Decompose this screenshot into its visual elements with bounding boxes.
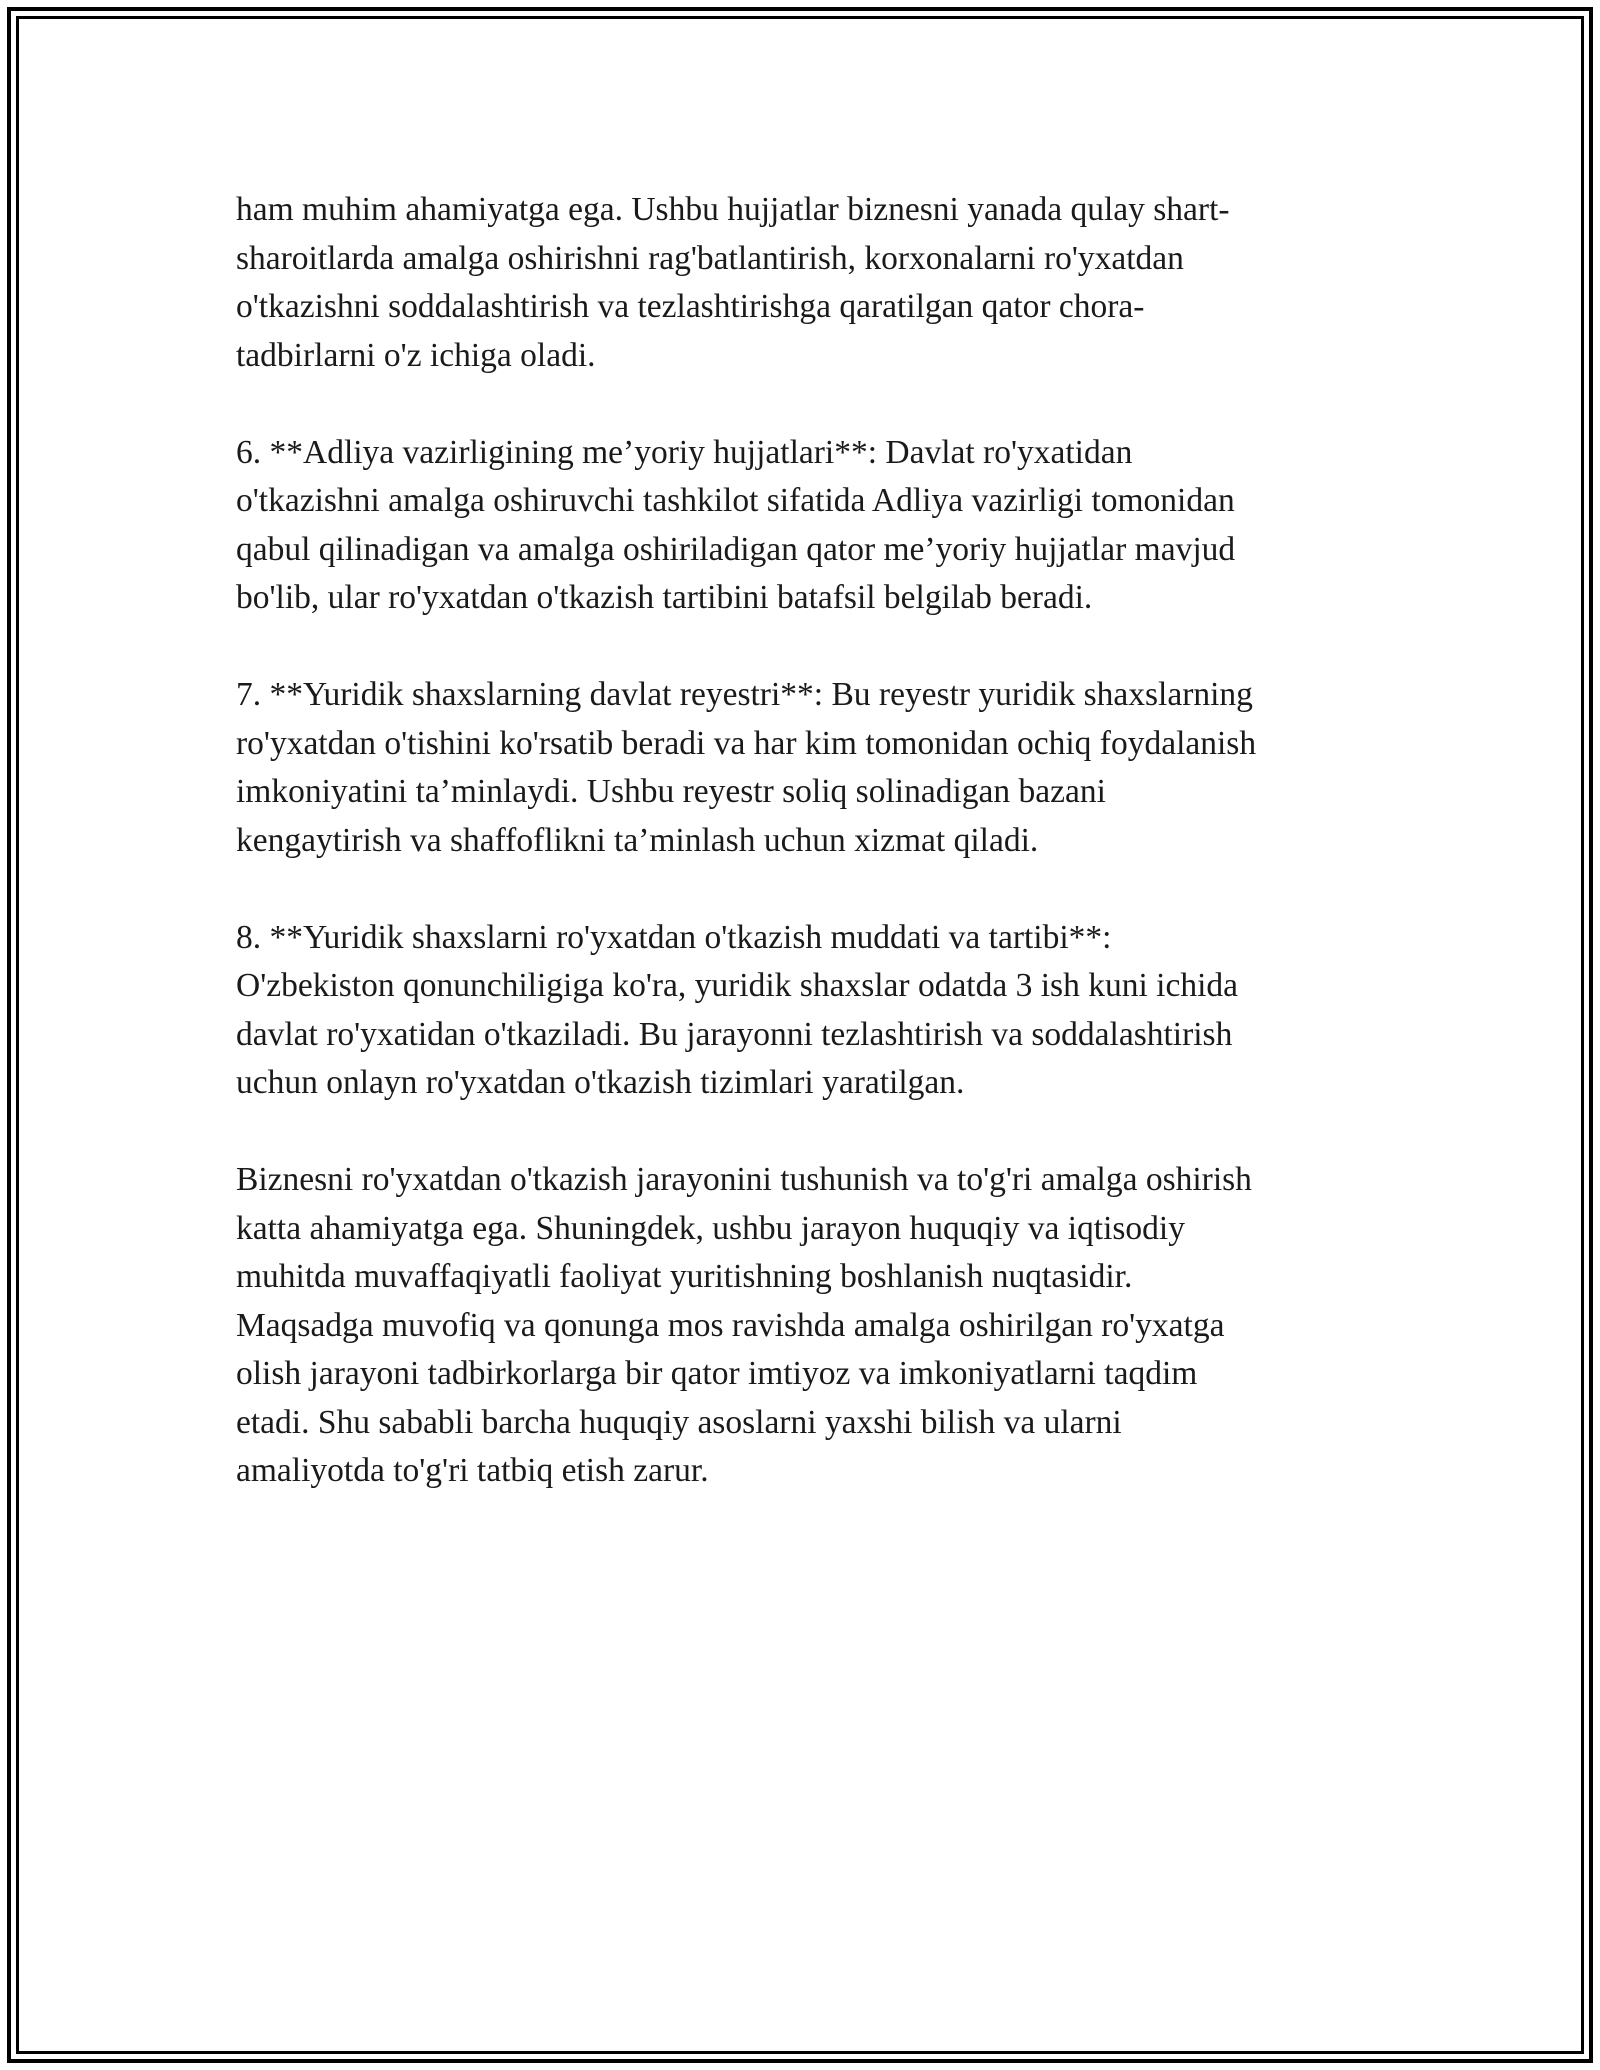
paragraph-item-8: 8. **Yuridik shaxslarni ro'yxatdan o'tkazish muddati va tartibi**: O'zbekiston qonunchiligiga ko'ra, yuridik shaxslar odatda 3 ish kuni ichida davlat ro'yxatidan o'tkaziladi. Bu jarayonni tezlashtirish va soddalashtirish uchun onlayn ro'yxatdan o'tkazish tizimlari yaratilgan.: [236, 918, 1238, 1101]
paragraph-intro-continuation: ham muhim ahamiyatga ega. Ushbu hujjatlar biznesni yanada qulay shart- sharoitlarda amalga oshirishni rag'batlantirish, korxonalarni ro'yxatdan o'tkazishni soddalashtirish va tezlashtirishga qaratilgan qator chora- tadbirlarni o'z ichiga oladi.: [236, 191, 1230, 374]
paragraph-conclusion: Biznesni ro'yxatdan o'tkazish jarayonini tushunish va to'g'ri amalga oshirish katta ahamiyatga ega. Shuningdek, ushbu jarayon huquqiy va iqtisodiy muhitda muvaffaqiyatli faoliyat yuritishning boshlanish nuqtasidir. Maqsadga muvofiq va qonunga mos ravishda amalga oshirilgan ro'yxatga olish jarayoni tadbirkorlarga bir qator imtiyoz va imkoniyatlarni taqdim etadi. Shu sababli barcha huquqiy asoslarni yaxshi bilish va ularni amaliyotda to'g'ri tatbiq etish zarur.: [236, 1161, 1252, 1489]
paragraph-item-7: 7. **Yuridik shaxslarning davlat reyestri**: Bu reyestr yuridik shaxslarning ro'yxatdan o'tishini ko'rsatib beradi va har kim tomonidan ochiq foydalanish imkoniyatini ta’minlaydi. Ushbu reyestr soliq solinadigan bazani kengaytirish va shaffoflikni ta’minlash uchun xizmat qiladi.: [236, 676, 1257, 859]
document-body: [236, 186, 1376, 1544]
paragraph-item-6: 6. **Adliya vazirligining me’yoriy hujjatlari**: Davlat ro'yxatidan o'tkazishni amalga oshiruvchi tashkilot sifatida Adliya vazirligi tomonidan qabul qilinadigan va amalga oshiriladigan qator me’yoriy hujjatlar mavjud bo'lib, ular ro'yxatdan o'tkazish tartibini batafsil belgilab beradi.: [236, 433, 1236, 616]
